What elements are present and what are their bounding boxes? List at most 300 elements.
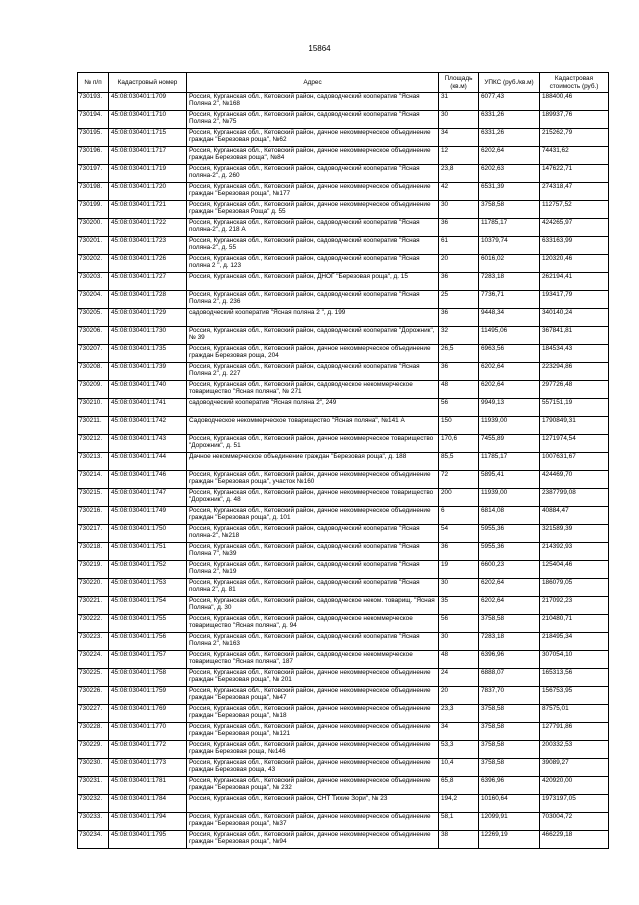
cell-cost: 367841,81 [540,327,609,345]
cell-num: 730212. [78,435,109,453]
cell-cadastral: 45:08:030401:1756 [109,633,187,651]
cell-cadastral: 45:08:030401:1753 [109,579,187,597]
cell-upks: 9448,34 [479,309,540,327]
cell-num: 730232. [78,795,109,813]
table-row [78,93,609,111]
cell-upks: 10379,74 [479,237,540,255]
cell-num: 730207. [78,345,109,363]
cell-upks: 6202,64 [479,579,540,597]
cell-cadastral: 45:08:030401:1719 [109,165,187,183]
table-row [78,201,609,219]
table-row [78,561,609,579]
cell-address: Россия, Курганская обл., Кетовский район, садоводческое некоммерческое товарищество "Ясная поляна", д. 94 [187,615,439,633]
table-row [78,345,609,363]
cell-cost: 186079,05 [540,579,609,597]
cell-upks: 3758,58 [479,615,540,633]
cell-num: 730204. [78,291,109,309]
table-row [78,579,609,597]
cell-num: 730205. [78,309,109,327]
cell-cost: 217092,23 [540,597,609,615]
cell-cost: 1271974,54 [540,435,609,453]
cell-cost: 424469,70 [540,471,609,489]
cell-upks: 12269,19 [479,831,540,849]
cell-address: Россия, Курганская обл., Кетовский район, садоводческое некоммерческое товарищество "Ясная поляна", 187 [187,651,439,669]
cell-cost: 1973197,05 [540,795,609,813]
cell-cost: 215262,79 [540,129,609,147]
cell-address: Россия, Курганская обл., Кетовский район, садоводческий кооператив "Ясная поляна-2", д. 55 [187,237,439,255]
cell-address: садоводческий кооператив "Ясная поляна 2", 249 [187,399,439,417]
cell-address: Россия, Курганская обл., Кетовский район, дачное некоммерческое объединение граждан "Березовая роща", № 232 [187,777,439,795]
cell-area: 42 [439,183,479,201]
table-row [78,219,609,237]
cell-address: Россия, Курганская обл., Кетовский район, дачное некоммерческое объединение граждан "Березовая роща", № 201 [187,669,439,687]
cell-cost: 147622,71 [540,165,609,183]
cell-cadastral: 45:08:030401:1735 [109,345,187,363]
cell-num: 730211. [78,417,109,435]
cell-num: 730225. [78,669,109,687]
cell-upks: 9949,13 [479,399,540,417]
cell-cadastral: 45:08:030401:1721 [109,201,187,219]
cell-num: 730196. [78,147,109,165]
cell-upks: 6963,56 [479,345,540,363]
cell-num: 730215. [78,489,109,507]
table-row [78,687,609,705]
cell-cadastral: 45:08:030401:1743 [109,435,187,453]
cell-area: 10,4 [439,759,479,777]
table-row [78,255,609,273]
cell-address: Россия, Курганская обл., Кетовский район, дачное некоммерческое объединение граждан Березовая роща, 204 [187,345,439,363]
cell-cadastral: 45:08:030401:1752 [109,561,187,579]
cell-address: Россия, Курганская обл., Кетовский район, садоводческий кооператив "Ясная Поляна 2", №75 [187,111,439,129]
cell-num: 730228. [78,723,109,741]
cell-cost: 112757,52 [540,201,609,219]
cell-cost: 340140,24 [540,309,609,327]
table-body [78,93,609,849]
cell-address: Россия, Курганская обл., Кетовский район, садоводческий кооператив "Ясная Поляна 2", д. 236 [187,291,439,309]
cell-num: 730203. [78,273,109,291]
cell-area: 200 [439,489,479,507]
cell-upks: 12099,91 [479,813,540,831]
header-area: Площадь (кв.м) [439,73,479,93]
cell-cost: 193417,79 [540,291,609,309]
cell-cost: 40884,47 [540,507,609,525]
cell-cadastral: 45:08:030401:1740 [109,381,187,399]
cell-cadastral: 45:08:030401:1773 [109,759,187,777]
cell-cost: 74431,62 [540,147,609,165]
cell-cost: 127791,86 [540,723,609,741]
cell-cost: 466229,18 [540,831,609,849]
cell-upks: 6331,26 [479,129,540,147]
cell-area: 23,3 [439,705,479,723]
cell-cadastral: 45:08:030401:1757 [109,651,187,669]
table-row [78,165,609,183]
cell-num: 730230. [78,759,109,777]
cell-cost: 557151,19 [540,399,609,417]
cell-num: 730214. [78,471,109,489]
cell-cost: 223294,86 [540,363,609,381]
cell-cadastral: 45:08:030401:1781 [109,777,187,795]
cell-address: Россия, Курганская обл., Кетовский район, садоводческий кооператив "Дорожник", № 39 [187,327,439,345]
cell-area: 30 [439,579,479,597]
cell-cadastral: 45:08:030401:1726 [109,255,187,273]
cell-area: 24 [439,669,479,687]
cell-cadastral: 45:08:030401:1784 [109,795,187,813]
cell-cadastral: 45:08:030401:1744 [109,453,187,471]
cell-cadastral: 45:08:030401:1749 [109,507,187,525]
cell-address: Россия, Курганская обл., Кетовский район, дачное некоммерческое объединение граждан Березовая роща, №146 [187,741,439,759]
cell-upks: 3758,58 [479,723,540,741]
cell-upks: 3758,58 [479,705,540,723]
cell-address: Россия, Курганская обл., Кетовский район, дачное некоммерческое объединение граждан "Березовая роща", №121 [187,723,439,741]
cell-upks: 11785,17 [479,219,540,237]
cell-cost: 633163,99 [540,237,609,255]
cell-cost: 274318,47 [540,183,609,201]
cell-cost: 307054,10 [540,651,609,669]
cell-cadastral: 45:08:030401:1730 [109,327,187,345]
cell-upks: 6202,64 [479,381,540,399]
cell-address: Россия, Курганская обл., Кетовский район, дачное некоммерческое объединение граждан "Березовая роща", участок №160 [187,471,439,489]
cell-num: 730226. [78,687,109,705]
cell-cost: 120320,46 [540,255,609,273]
header-upks: УПКС (руб./кв.м) [479,73,540,93]
cell-address: Россия, Курганская обл., Кетовский район, садоводческий кооператив "Ясная поляна 2 ", д. 123 [187,255,439,273]
cell-cost: 184534,43 [540,345,609,363]
cell-address: Россия, Курганская обл., Кетовский район, дачное некоммерческое объединение граждан "Березовая роща", №177 [187,183,439,201]
cell-cost: 188400,46 [540,93,609,111]
cell-cadastral: 45:08:030401:1747 [109,489,187,507]
cell-cadastral: 45:08:030401:1750 [109,525,187,543]
cell-cadastral: 45:08:030401:1759 [109,687,187,705]
cell-num: 730231. [78,777,109,795]
cell-address: Россия, Курганская обл., Кетовский район, дачное некоммерческое объединение граждан "Березовая роща", №47 [187,687,439,705]
header-num: № п/п [78,73,109,93]
table-row [78,309,609,327]
cell-upks: 6202,64 [479,597,540,615]
cell-cadastral: 45:08:030401:1754 [109,597,187,615]
table-row [78,381,609,399]
table-row [78,723,609,741]
cell-area: 19 [439,561,479,579]
table-row [78,741,609,759]
cell-num: 730220. [78,579,109,597]
cell-upks: 7837,70 [479,687,540,705]
cell-upks: 3758,58 [479,201,540,219]
cell-num: 730219. [78,561,109,579]
cell-address: Россия, Курганская обл., Кетовский район, садоводческий кооператив "Ясная поляна-2", №218 [187,525,439,543]
cell-upks: 6531,39 [479,183,540,201]
cell-address: Россия, Курганская обл., Кетовский район, СНТ Тихие Зори", № 23 [187,795,439,813]
cell-num: 730234. [78,831,109,849]
table-row [78,327,609,345]
cell-upks: 11785,17 [479,453,540,471]
table-row [78,813,609,831]
cell-cost: 210480,71 [540,615,609,633]
cell-area: 65,8 [439,777,479,795]
cell-cadastral: 45:08:030401:1739 [109,363,187,381]
cell-num: 730193. [78,93,109,111]
cell-upks: 6077,43 [479,93,540,111]
cell-area: 36 [439,273,479,291]
cell-area: 85,5 [439,453,479,471]
cell-upks: 7283,18 [479,273,540,291]
cell-upks: 7283,18 [479,633,540,651]
cell-area: 30 [439,633,479,651]
cell-address: Россия, Курганская обл., Кетовский район, ДНОГ "Березовая роща", д. 15 [187,273,439,291]
cell-cadastral: 45:08:030401:1727 [109,273,187,291]
cell-upks: 7736,71 [479,291,540,309]
table-row [78,435,609,453]
cell-cost: 262194,41 [540,273,609,291]
cell-area: 38 [439,831,479,849]
cell-area: 72 [439,471,479,489]
cell-area: 48 [439,381,479,399]
header-row [78,73,609,93]
cell-address: Садоводческое некоммерческое товарищество "Ясная поляна", №141 А [187,417,439,435]
cell-cadastral: 45:08:030401:1794 [109,813,187,831]
table-row [78,147,609,165]
cell-area: 34 [439,723,479,741]
cell-num: 730229. [78,741,109,759]
cell-address: Дачное некоммерческое объединение граждан "Березовая роща", д. 188 [187,453,439,471]
cell-cost: 1790849,31 [540,417,609,435]
cell-address: Россия, Курганская обл., Кетовский район, садоводческий кооператив "Ясная поляна-2", д. 218 А [187,219,439,237]
cell-area: 12 [439,147,479,165]
cell-num: 730195. [78,129,109,147]
cell-upks: 6600,23 [479,561,540,579]
cell-area: 150 [439,417,479,435]
cell-cadastral: 45:08:030401:1772 [109,741,187,759]
cell-area: 58,1 [439,813,479,831]
cell-num: 730209. [78,381,109,399]
cell-address: Россия, Курганская обл., Кетовский район, садоводческий кооператив "Ясная Поляна 2", №163 [187,633,439,651]
cell-address: Россия, Курганская обл., Кетовский район, садоводческий кооператив "Ясная Поляна 2", №19 [187,561,439,579]
table-row [78,633,609,651]
cell-area: 26,5 [439,345,479,363]
cell-num: 730221. [78,597,109,615]
cell-num: 730224. [78,651,109,669]
cell-address: Россия, Курганская обл., Кетовский район, садоводческий кооператив "Ясная Поляна 2", д. 227 [187,363,439,381]
cell-cadastral: 45:08:030401:1770 [109,723,187,741]
cell-cost: 218495,34 [540,633,609,651]
cell-upks: 6331,26 [479,111,540,129]
cell-upks: 6396,96 [479,651,540,669]
cell-cost: 189937,76 [540,111,609,129]
cell-cost: 156753,95 [540,687,609,705]
table-row [78,489,609,507]
cell-num: 730216. [78,507,109,525]
cell-cost: 703004,72 [540,813,609,831]
cell-cost: 1007631,67 [540,453,609,471]
cadastral-table [77,72,609,849]
cell-address: Россия, Курганская обл., Кетовский район, дачное некоммерческое товарищество "Дорожник", д. 48 [187,489,439,507]
cell-upks: 6396,96 [479,777,540,795]
cell-cadastral: 45:08:030401:1728 [109,291,187,309]
cell-area: 56 [439,615,479,633]
cell-cadastral: 45:08:030401:1741 [109,399,187,417]
cell-area: 20 [439,687,479,705]
cell-upks: 5955,36 [479,525,540,543]
cell-address: Россия, Курганская обл., Кетовский район, дачное некоммерческое объединение граждан Березовая роща, 43 [187,759,439,777]
cell-area: 36 [439,363,479,381]
cell-cadastral: 45:08:030401:1795 [109,831,187,849]
table-row [78,471,609,489]
cell-area: 31 [439,93,479,111]
cell-cadastral: 45:08:030401:1722 [109,219,187,237]
cell-cadastral: 45:08:030401:1723 [109,237,187,255]
cell-cadastral: 45:08:030401:1709 [109,93,187,111]
table-row [78,363,609,381]
cell-cost: 321589,39 [540,525,609,543]
cell-num: 730198. [78,183,109,201]
cell-area: 30 [439,111,479,129]
cell-address: Россия, Курганская обл., Кетовский район, дачное некоммерческое объединение граждан "Березовая Роща" д. 55 [187,201,439,219]
cell-address: Россия, Курганская обл., Кетовский район, садоводческий кооператив "Ясная поляна 2", д. 81 [187,579,439,597]
cell-num: 730201. [78,237,109,255]
cell-num: 730233. [78,813,109,831]
cell-cost: 165313,56 [540,669,609,687]
cell-upks: 5895,41 [479,471,540,489]
cell-address: садоводческий кооператив "Ясная поляна 2 ", д. 199 [187,309,439,327]
cell-cadastral: 45:08:030401:1710 [109,111,187,129]
cell-address: Россия, Курганская обл., Кетовский район, дачное некоммерческое товарищество "Дорожник", д. 51 [187,435,439,453]
cell-num: 730227. [78,705,109,723]
table-row [78,291,609,309]
cell-num: 730200. [78,219,109,237]
cell-upks: 7455,89 [479,435,540,453]
cell-cadastral: 45:08:030401:1746 [109,471,187,489]
cell-address: Россия, Курганская обл., Кетовский район, дачное некоммерческое объединение граждан "Березовая роща", №62 [187,129,439,147]
cell-cadastral: 45:08:030401:1720 [109,183,187,201]
table-row [78,669,609,687]
cell-cost: 87575,01 [540,705,609,723]
cell-area: 32 [439,327,479,345]
table-row [78,525,609,543]
table-row [78,237,609,255]
cell-address: Россия, Курганская обл., Кетовский район, дачное некоммерческое объединение граждан "Березовая роща", №37 [187,813,439,831]
cell-upks: 11495,06 [479,327,540,345]
cell-num: 730210. [78,399,109,417]
cell-num: 730197. [78,165,109,183]
cell-cadastral: 45:08:030401:1717 [109,147,187,165]
cell-upks: 3758,58 [479,759,540,777]
cell-upks: 3758,58 [479,741,540,759]
cell-area: 34 [439,129,479,147]
cell-area: 53,3 [439,741,479,759]
cell-cadastral: 45:08:030401:1715 [109,129,187,147]
cell-cadastral: 45:08:030401:1769 [109,705,187,723]
cell-cost: 2387799,08 [540,489,609,507]
cell-cost: 39089,27 [540,759,609,777]
cell-upks: 6814,08 [479,507,540,525]
cell-num: 730222. [78,615,109,633]
cell-num: 730199. [78,201,109,219]
cell-area: 170,6 [439,435,479,453]
cell-cost: 200332,53 [540,741,609,759]
cell-address: Россия, Курганская обл., Кетовский район, дачное некоммерческое объединение граждан "Березовая роща", №18 [187,705,439,723]
table-row [78,777,609,795]
cell-address: Россия, Курганская обл., Кетовский район, дачное некоммерческое объединение граждан "Березовая роща", №94 [187,831,439,849]
cell-address: Россия, Курганская обл., Кетовский район, дачное некоммерческое объединение граждан "Березовая роща", д. 101 [187,507,439,525]
cell-num: 730223. [78,633,109,651]
cell-area: 194,2 [439,795,479,813]
cell-area: 36 [439,543,479,561]
cell-num: 730213. [78,453,109,471]
table-row [78,453,609,471]
cell-num: 730206. [78,327,109,345]
cell-cadastral: 45:08:030401:1755 [109,615,187,633]
cell-cadastral: 45:08:030401:1742 [109,417,187,435]
table-row [78,183,609,201]
cell-num: 730208. [78,363,109,381]
cell-cost: 214392,93 [540,543,609,561]
cell-area: 20 [439,255,479,273]
cell-upks: 6016,02 [479,255,540,273]
table-row [78,705,609,723]
table-row [78,795,609,813]
cell-upks: 6202,63 [479,165,540,183]
cell-cadastral: 45:08:030401:1751 [109,543,187,561]
cell-upks: 11939,00 [479,417,540,435]
header-cadastral: Кадастровый номер [109,73,187,93]
cell-num: 730202. [78,255,109,273]
cell-address: Россия, Курганская обл., Кетовский район, садоводческое неком. товарищ. "Ясная Поляна", д. 30 [187,597,439,615]
cell-num: 730218. [78,543,109,561]
cell-area: 30 [439,201,479,219]
cell-cadastral: 45:08:030401:1729 [109,309,187,327]
cell-address: Россия, Курганская обл., Кетовский район, садоводческий кооператив "Ясная Поляна 7", №39 [187,543,439,561]
cell-cost: 424265,97 [540,219,609,237]
cell-cost: 420920,00 [540,777,609,795]
table-row [78,507,609,525]
table-row [78,129,609,147]
cell-upks: 5955,36 [479,543,540,561]
cell-area: 36 [439,309,479,327]
cell-address: Россия, Курганская обл., Кетовский район, садоводческое некоммерческое товарищество "Ясная поляна", № 271 [187,381,439,399]
table-row [78,615,609,633]
cell-area: 48 [439,651,479,669]
cell-area: 6 [439,507,479,525]
table-row [78,597,609,615]
cell-upks: 6202,64 [479,363,540,381]
table-row [78,831,609,849]
cell-cost: 297726,48 [540,381,609,399]
page-number: 15864 [308,44,331,53]
table-row [78,417,609,435]
cell-address: Россия, Курганская обл., Кетовский район, садоводческий кооператив "Ясная поляна-2", д. 260 [187,165,439,183]
table-row [78,759,609,777]
cell-area: 25 [439,291,479,309]
cell-upks: 11939,00 [479,489,540,507]
cell-address: Россия, Курганская обл., Кетовский район, дачное некоммерческое объединение граждан Березовая роща", №84 [187,147,439,165]
cell-area: 56 [439,399,479,417]
table-row [78,399,609,417]
cell-area: 61 [439,237,479,255]
cell-area: 23,8 [439,165,479,183]
cell-address: Россия, Курганская обл., Кетовский район, садоводческий кооператив "Ясная Поляна 2", №168 [187,93,439,111]
table-row [78,543,609,561]
cell-area: 54 [439,525,479,543]
table-row [78,111,609,129]
cell-upks: 6888,07 [479,669,540,687]
cell-cost: 125404,46 [540,561,609,579]
table-row [78,651,609,669]
header-address: Адрес [187,73,439,93]
header-cost: Кадастровая стоимость (руб.) [540,73,609,93]
cell-upks: 6202,64 [479,147,540,165]
cell-cadastral: 45:08:030401:1758 [109,669,187,687]
cell-num: 730217. [78,525,109,543]
cell-num: 730194. [78,111,109,129]
